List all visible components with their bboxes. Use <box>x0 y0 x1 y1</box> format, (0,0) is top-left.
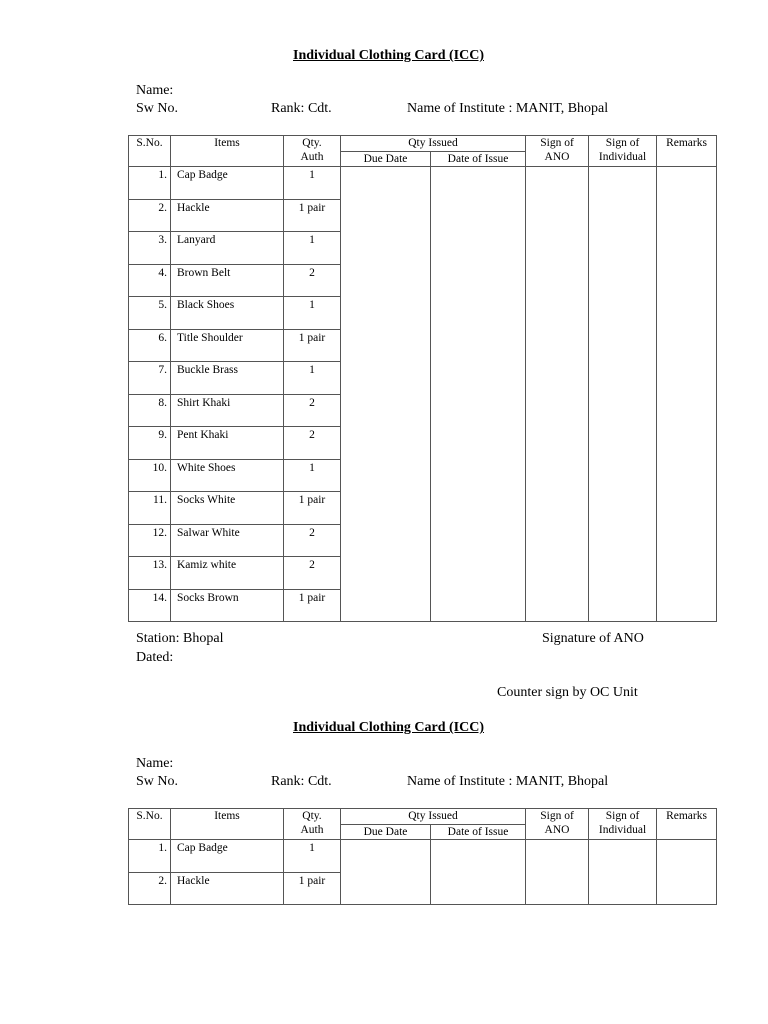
date-of-issue-cell <box>431 524 526 557</box>
card2-name-label: Name: <box>136 756 174 771</box>
remarks-cell <box>657 557 717 590</box>
due-date-cell <box>341 459 431 492</box>
card1-title: Individual Clothing Card (ICC) <box>293 48 484 63</box>
sign-ano-cell <box>526 524 589 557</box>
counter-sign-label: Counter sign by OC Unit <box>497 685 638 700</box>
qty-cell: 1 <box>284 459 341 492</box>
item-cell: White Shoes <box>171 459 284 492</box>
sign-individual-cell <box>589 524 657 557</box>
item-cell: Salwar White <box>171 524 284 557</box>
qty-cell: 1 pair <box>284 589 341 622</box>
item-cell: Socks Brown <box>171 589 284 622</box>
date-of-issue-cell <box>431 427 526 460</box>
qty-cell: 2 <box>284 264 341 297</box>
due-date-cell <box>341 297 431 330</box>
remarks-cell <box>657 167 717 200</box>
sno-cell: 6. <box>129 329 171 362</box>
sign-ano-cell <box>526 264 589 297</box>
item-cell: Brown Belt <box>171 264 284 297</box>
sno-cell: 2. <box>129 199 171 232</box>
items-header: Items <box>171 809 284 840</box>
sign-ano-cell <box>526 589 589 622</box>
sign-ano-cell <box>526 394 589 427</box>
qty-auth-header: Qty. Auth <box>284 136 341 167</box>
remarks-cell <box>657 872 717 905</box>
sign-individual-header: Sign of Individual <box>589 809 657 840</box>
sign-individual-cell <box>589 492 657 525</box>
date-of-issue-cell <box>431 329 526 362</box>
sign-individual-cell <box>589 427 657 460</box>
card2-institute-label: Name of Institute : MANIT, Bhopal <box>407 774 609 789</box>
table-row <box>129 264 717 297</box>
card1-swno-label: Sw No. <box>136 101 179 116</box>
table-row <box>129 167 717 200</box>
remarks-cell <box>657 840 717 873</box>
item-cell: Buckle Brass <box>171 362 284 395</box>
due-date-cell <box>341 394 431 427</box>
remarks-cell <box>657 394 717 427</box>
card1-rank-label: Rank: Cdt. <box>271 101 332 116</box>
sign-individual-cell <box>589 872 657 905</box>
sno-header: S.No. <box>129 136 171 167</box>
due-date-cell <box>341 264 431 297</box>
remarks-cell <box>657 199 717 232</box>
remarks-cell <box>657 329 717 362</box>
remarks-header: Remarks <box>657 809 717 840</box>
qty-cell: 1 <box>284 840 341 873</box>
remarks-cell <box>657 524 717 557</box>
sign-individual-cell <box>589 167 657 200</box>
date-of-issue-cell <box>431 264 526 297</box>
sign-ano-cell <box>526 362 589 395</box>
sno-cell: 5. <box>129 297 171 330</box>
sign-individual-cell <box>589 557 657 590</box>
table-row <box>129 329 717 362</box>
item-cell: Cap Badge <box>171 840 284 873</box>
item-cell: Shirt Khaki <box>171 394 284 427</box>
due-date-cell <box>341 872 431 905</box>
date-of-issue-cell <box>431 872 526 905</box>
sno-cell: 12. <box>129 524 171 557</box>
sign-ano-cell <box>526 232 589 265</box>
date-of-issue-cell <box>431 394 526 427</box>
sno-cell: 1. <box>129 167 171 200</box>
sno-cell: 8. <box>129 394 171 427</box>
card1-institute-label: Name of Institute : MANIT, Bhopal <box>407 101 609 116</box>
items-header: Items <box>171 136 284 167</box>
due-date-cell <box>341 492 431 525</box>
sign-individual-cell <box>589 232 657 265</box>
item-cell: Title Shoulder <box>171 329 284 362</box>
qty-cell: 1 pair <box>284 329 341 362</box>
sno-cell: 1. <box>129 840 171 873</box>
sno-cell: 11. <box>129 492 171 525</box>
sno-cell: 7. <box>129 362 171 395</box>
sign-ano-cell <box>526 167 589 200</box>
sign-ano-cell <box>526 557 589 590</box>
date-of-issue-cell <box>431 589 526 622</box>
item-cell: Pent Khaki <box>171 427 284 460</box>
table-row <box>129 459 717 492</box>
dated-label: Dated: <box>136 650 174 665</box>
sign-individual-header: Sign of Individual <box>589 136 657 167</box>
sno-cell: 9. <box>129 427 171 460</box>
card2-clothing-table <box>128 808 717 905</box>
item-cell: Socks White <box>171 492 284 525</box>
due-date-cell <box>341 427 431 460</box>
sno-cell: 3. <box>129 232 171 265</box>
remarks-cell <box>657 459 717 492</box>
date-of-issue-cell <box>431 362 526 395</box>
date-of-issue-cell <box>431 557 526 590</box>
sign-ano-cell <box>526 199 589 232</box>
item-cell: Hackle <box>171 872 284 905</box>
remarks-cell <box>657 427 717 460</box>
date-of-issue-cell <box>431 199 526 232</box>
card2-rank-label: Rank: Cdt. <box>271 774 332 789</box>
sign-ano-cell <box>526 329 589 362</box>
qty-cell: 1 <box>284 232 341 265</box>
date-of-issue-cell <box>431 297 526 330</box>
qty-cell: 1 pair <box>284 872 341 905</box>
date-of-issue-cell <box>431 840 526 873</box>
qty-cell: 2 <box>284 524 341 557</box>
sno-cell: 13. <box>129 557 171 590</box>
table-row <box>129 427 717 460</box>
qty-cell: 2 <box>284 557 341 590</box>
sign-ano-cell <box>526 297 589 330</box>
qty-cell: 1 pair <box>284 199 341 232</box>
card1-name-label: Name: <box>136 83 174 98</box>
date-of-issue-cell <box>431 167 526 200</box>
table-row <box>129 297 717 330</box>
sign-individual-cell <box>589 459 657 492</box>
sign-ano-cell <box>526 459 589 492</box>
sign-ano-cell <box>526 872 589 905</box>
table-row <box>129 492 717 525</box>
item-cell: Hackle <box>171 199 284 232</box>
card2-title: Individual Clothing Card (ICC) <box>293 720 484 735</box>
remarks-cell <box>657 362 717 395</box>
item-cell: Black Shoes <box>171 297 284 330</box>
remarks-cell <box>657 589 717 622</box>
due-date-cell <box>341 524 431 557</box>
remarks-cell <box>657 297 717 330</box>
qty-issued-header: Qty Issued <box>341 136 526 152</box>
sign-individual-cell <box>589 199 657 232</box>
date-of-issue-cell <box>431 459 526 492</box>
table-row <box>129 232 717 265</box>
card2-swno-label: Sw No. <box>136 774 179 789</box>
sign-ano-cell <box>526 492 589 525</box>
due-date-cell <box>341 232 431 265</box>
due-date-cell <box>341 199 431 232</box>
item-cell: Cap Badge <box>171 167 284 200</box>
due-date-cell <box>341 362 431 395</box>
date-of-issue-header: Date of Issue <box>431 825 526 840</box>
item-cell: Lanyard <box>171 232 284 265</box>
table-row <box>129 872 717 905</box>
date-of-issue-header: Date of Issue <box>431 152 526 167</box>
table-row <box>129 362 717 395</box>
sno-cell: 2. <box>129 872 171 905</box>
card1-clothing-table <box>128 135 717 622</box>
remarks-header: Remarks <box>657 136 717 167</box>
sno-cell: 4. <box>129 264 171 297</box>
sign-individual-cell <box>589 840 657 873</box>
due-date-cell <box>341 167 431 200</box>
remarks-cell <box>657 232 717 265</box>
sno-cell: 10. <box>129 459 171 492</box>
qty-cell: 1 <box>284 297 341 330</box>
remarks-cell <box>657 264 717 297</box>
sign-individual-cell <box>589 362 657 395</box>
qty-issued-header: Qty Issued <box>341 809 526 825</box>
sign-individual-cell <box>589 589 657 622</box>
date-of-issue-cell <box>431 492 526 525</box>
due-date-cell <box>341 589 431 622</box>
due-date-header: Due Date <box>341 825 431 840</box>
table-row <box>129 394 717 427</box>
table-row <box>129 524 717 557</box>
qty-auth-header: Qty. Auth <box>284 809 341 840</box>
qty-cell: 1 <box>284 362 341 395</box>
sign-ano-cell <box>526 840 589 873</box>
sign-ano-cell <box>526 427 589 460</box>
qty-cell: 2 <box>284 427 341 460</box>
sign-individual-cell <box>589 329 657 362</box>
table-row <box>129 589 717 622</box>
sign-individual-cell <box>589 394 657 427</box>
sign-ano-header: Sign of ANO <box>526 136 589 167</box>
remarks-cell <box>657 492 717 525</box>
due-date-cell <box>341 840 431 873</box>
sno-header: S.No. <box>129 809 171 840</box>
table-row <box>129 557 717 590</box>
qty-cell: 2 <box>284 394 341 427</box>
due-date-cell <box>341 329 431 362</box>
item-cell: Kamiz white <box>171 557 284 590</box>
qty-cell: 1 pair <box>284 492 341 525</box>
date-of-issue-cell <box>431 232 526 265</box>
table-row <box>129 199 717 232</box>
station-label: Station: Bhopal <box>136 631 224 646</box>
due-date-header: Due Date <box>341 152 431 167</box>
signature-ano-label: Signature of ANO <box>542 631 644 646</box>
table-row <box>129 840 717 873</box>
qty-cell: 1 <box>284 167 341 200</box>
sign-individual-cell <box>589 264 657 297</box>
sno-cell: 14. <box>129 589 171 622</box>
sign-individual-cell <box>589 297 657 330</box>
sign-ano-header: Sign of ANO <box>526 809 589 840</box>
due-date-cell <box>341 557 431 590</box>
